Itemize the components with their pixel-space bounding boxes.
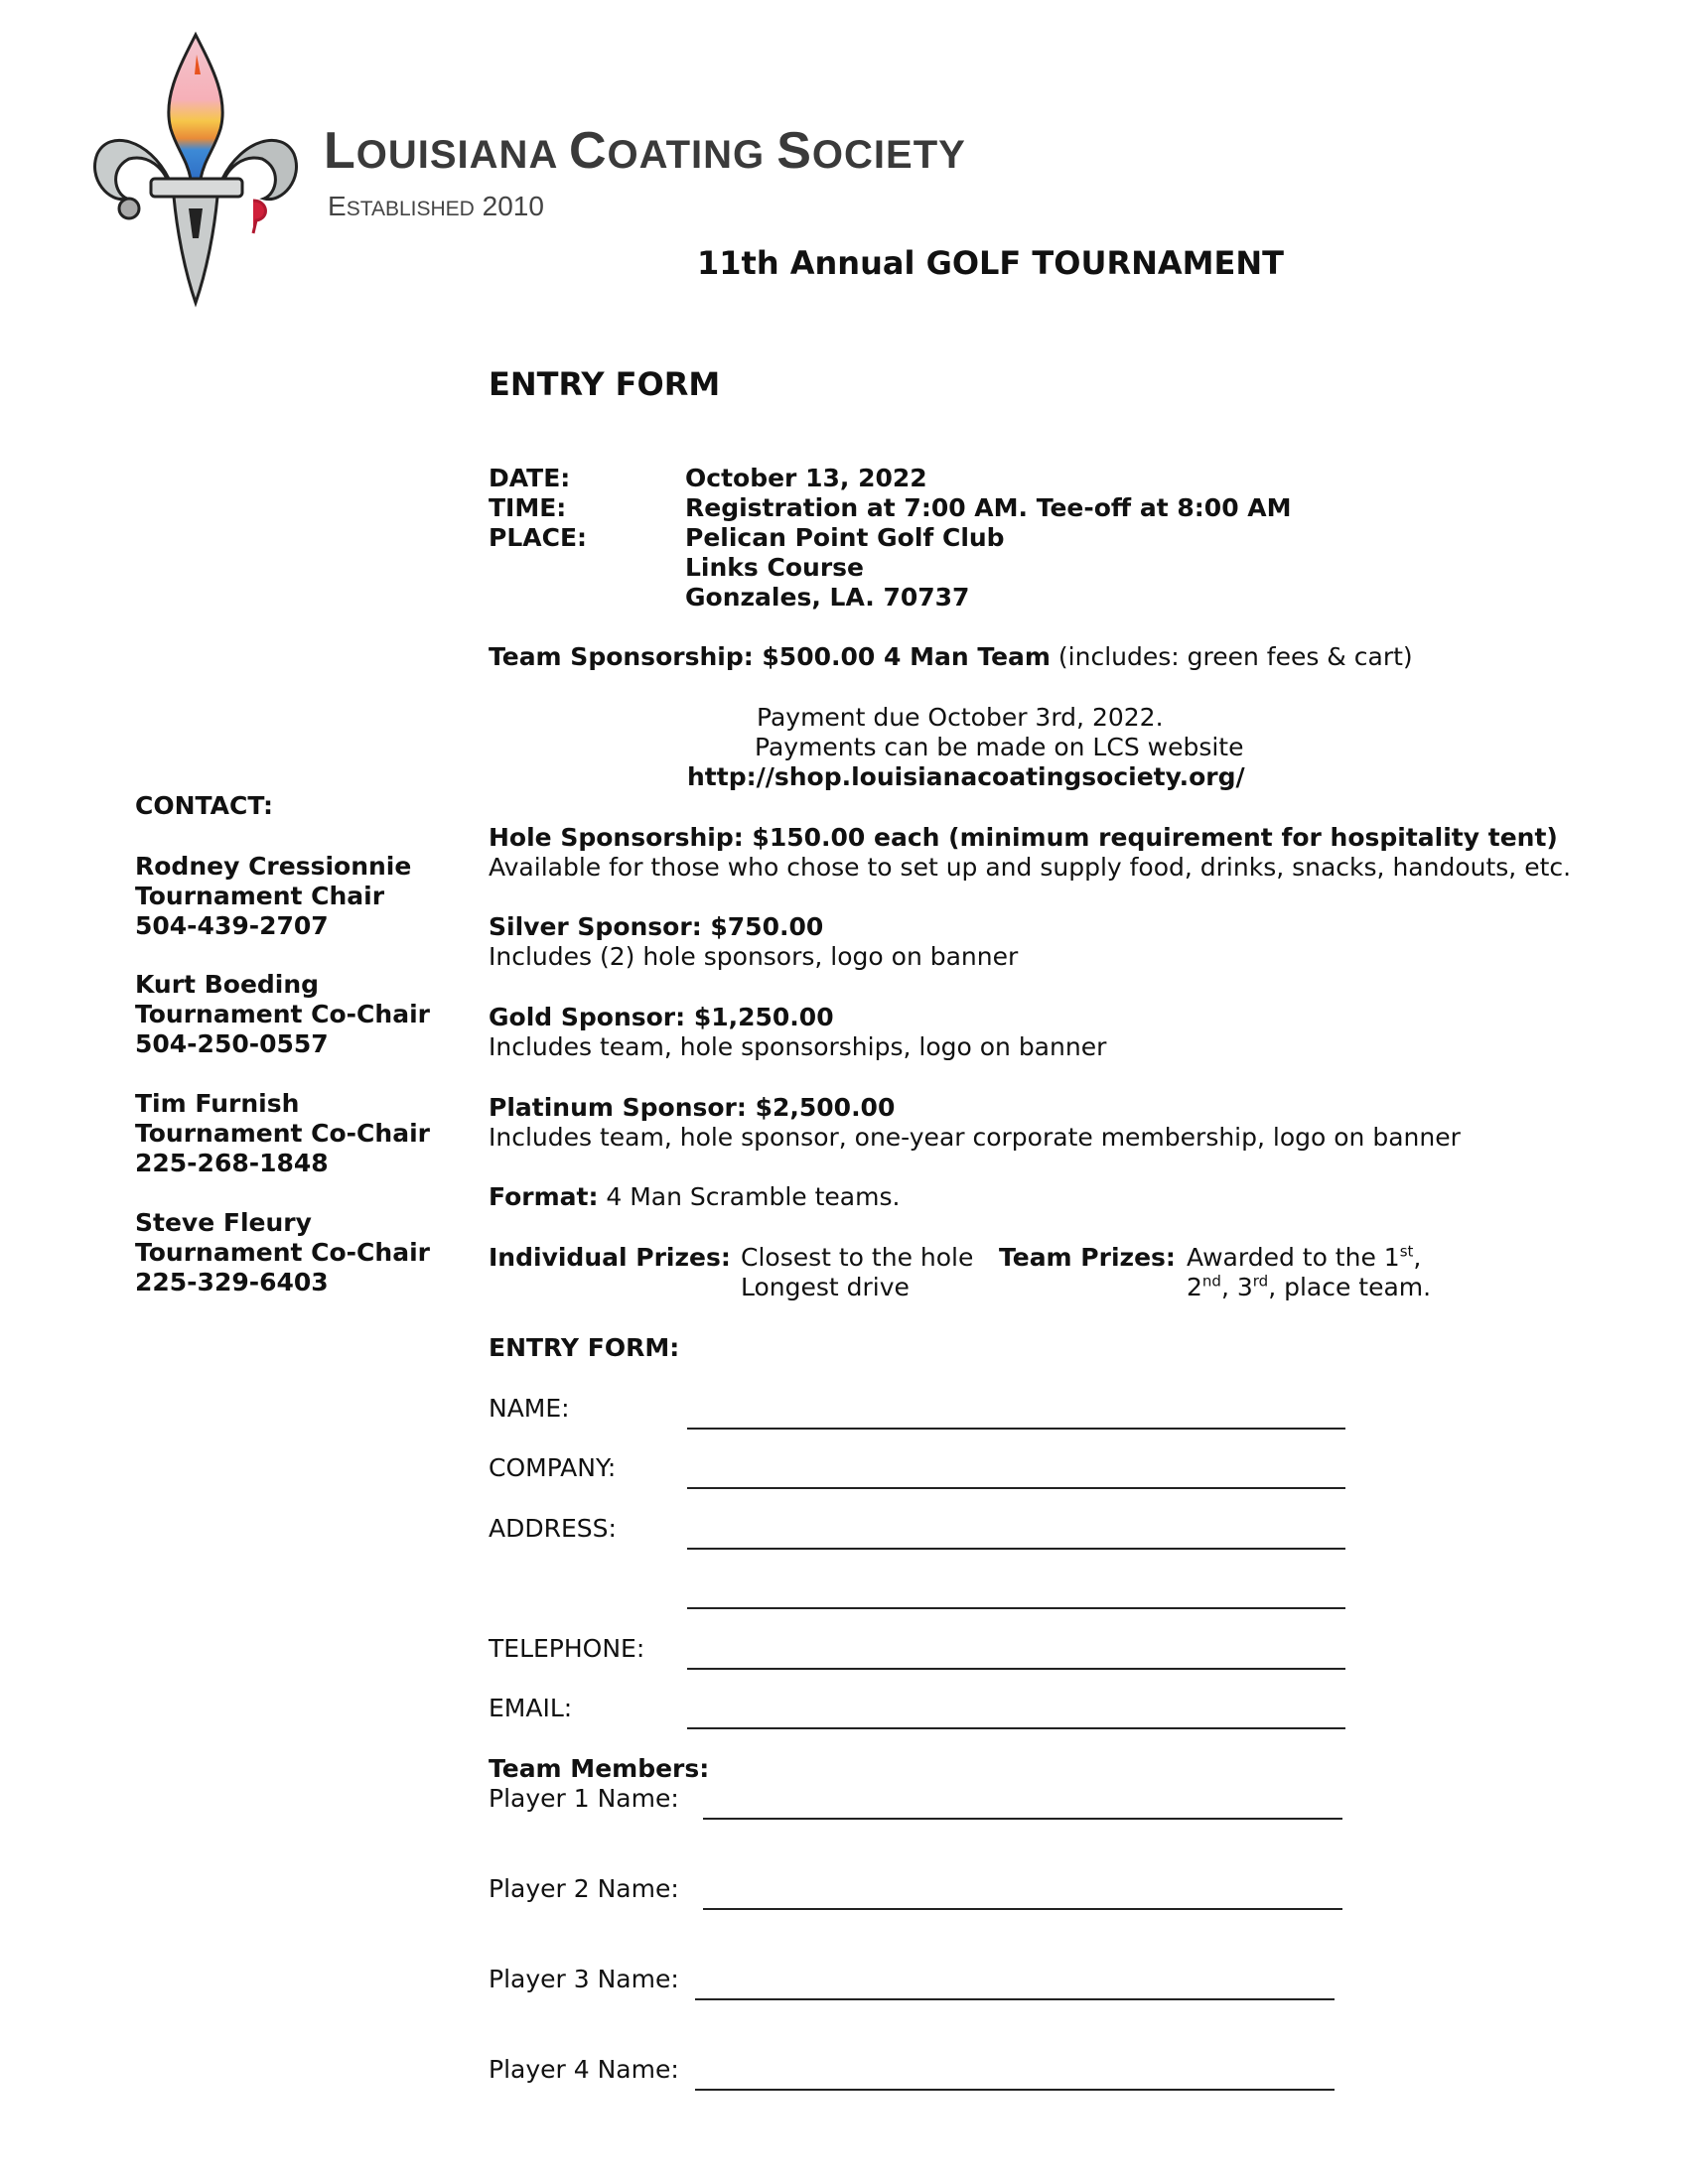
name-label: NAME: xyxy=(489,1394,570,1423)
shop-link[interactable]: http://shop.louisianacoatingsociety.org/ xyxy=(687,762,1245,791)
place-city: Gonzales, LA. 70737 xyxy=(685,583,970,612)
player-2-label: Player 2 Name: xyxy=(489,1874,679,1903)
company-field[interactable] xyxy=(687,1487,1345,1489)
event-title: 11th Annual GOLF TOURNAMENT xyxy=(697,244,1284,282)
contact-name: Tim Furnish xyxy=(135,1089,300,1118)
silver-sponsor-desc: Includes (2) hole sponsors, logo on banner xyxy=(489,942,1019,971)
player-1-field[interactable] xyxy=(703,1818,1342,1820)
telephone-label: TELEPHONE: xyxy=(489,1634,645,1663)
team-prizes-label: Team Prizes: xyxy=(999,1243,1176,1272)
contact-phone: 225-329-6403 xyxy=(135,1268,329,1297)
player-4-label: Player 4 Name: xyxy=(489,2055,679,2084)
hole-sponsorship-title: Hole Sponsorship: $150.00 each (minimum requirement for hospitality tent) xyxy=(489,823,1558,852)
date-label: DATE: xyxy=(489,464,571,492)
player-4-field[interactable] xyxy=(695,2089,1335,2091)
individual-prize-1: Closest to the hole xyxy=(741,1243,974,1272)
team-prize-line-1: Awarded to the 1st, xyxy=(1187,1242,1422,1272)
team-members-heading: Team Members: xyxy=(489,1754,710,1783)
contact-role: Tournament Chair xyxy=(135,882,385,910)
contact-name: Steve Fleury xyxy=(135,1208,312,1237)
payment-due: Payment due October 3rd, 2022. xyxy=(757,703,1164,732)
address-field-line-1[interactable] xyxy=(687,1548,1345,1550)
contact-name: Kurt Boeding xyxy=(135,970,320,999)
contact-role: Tournament Co-Chair xyxy=(135,1119,430,1148)
contact-phone: 504-439-2707 xyxy=(135,911,329,940)
payment-note: Payments can be made on LCS website xyxy=(755,733,1244,761)
player-2-field[interactable] xyxy=(703,1908,1342,1910)
contact-role: Tournament Co-Chair xyxy=(135,1000,430,1028)
contact-heading: CONTACT: xyxy=(135,791,274,820)
address-label: ADDRESS: xyxy=(489,1514,617,1543)
player-3-label: Player 3 Name: xyxy=(489,1965,679,1993)
team-sponsorship: Team Sponsorship: $500.00 4 Man Team (includes: green fees & cart) xyxy=(489,642,1413,671)
email-field[interactable] xyxy=(687,1727,1345,1729)
player-1-label: Player 1 Name: xyxy=(489,1784,679,1813)
gold-sponsor-desc: Includes team, hole sponsorships, logo on banner xyxy=(489,1032,1107,1061)
telephone-field[interactable] xyxy=(687,1668,1345,1670)
time-label: TIME: xyxy=(489,493,567,522)
silver-sponsor-title: Silver Sponsor: $750.00 xyxy=(489,912,824,941)
organization-name: LOUISIANA COATING SOCIETY xyxy=(324,122,966,180)
contact-phone: 225-268-1848 xyxy=(135,1149,329,1177)
place-label: PLACE: xyxy=(489,523,588,552)
entry-form-heading: ENTRY FORM: xyxy=(489,1333,680,1362)
contact-name: Rodney Cressionnie xyxy=(135,852,412,881)
platinum-sponsor-title: Platinum Sponsor: $2,500.00 xyxy=(489,1093,896,1122)
page-title: ENTRY FORM xyxy=(489,365,721,403)
address-field-line-2[interactable] xyxy=(687,1607,1345,1609)
individual-prizes-label: Individual Prizes: xyxy=(489,1243,731,1272)
contact-role: Tournament Co-Chair xyxy=(135,1238,430,1267)
contact-phone: 504-250-0557 xyxy=(135,1029,329,1058)
time-value: Registration at 7:00 AM. Tee-off at 8:00 AM xyxy=(685,493,1292,522)
format-line: Format: 4 Man Scramble teams. xyxy=(489,1182,901,1211)
company-label: COMPANY: xyxy=(489,1453,617,1482)
date-value: October 13, 2022 xyxy=(685,464,927,492)
platinum-sponsor-desc: Includes team, hole sponsor, one-year corporate membership, logo on banner xyxy=(489,1123,1461,1152)
team-prize-line-2: 2nd, 3rd, place team. xyxy=(1187,1272,1432,1301)
fleur-de-lis-logo-icon xyxy=(89,30,303,313)
email-label: EMAIL: xyxy=(489,1694,573,1722)
player-3-field[interactable] xyxy=(695,1998,1335,2000)
place-course: Links Course xyxy=(685,553,864,582)
place-value: Pelican Point Golf Club xyxy=(685,523,1005,552)
gold-sponsor-title: Gold Sponsor: $1,250.00 xyxy=(489,1003,834,1031)
established-line: ESTABLISHED 2010 xyxy=(328,191,544,221)
hole-sponsorship-desc: Available for those who chose to set up and supply food, drinks, snacks, handouts, etc. xyxy=(489,853,1572,882)
individual-prize-2: Longest drive xyxy=(741,1273,910,1301)
name-field[interactable] xyxy=(687,1428,1345,1430)
